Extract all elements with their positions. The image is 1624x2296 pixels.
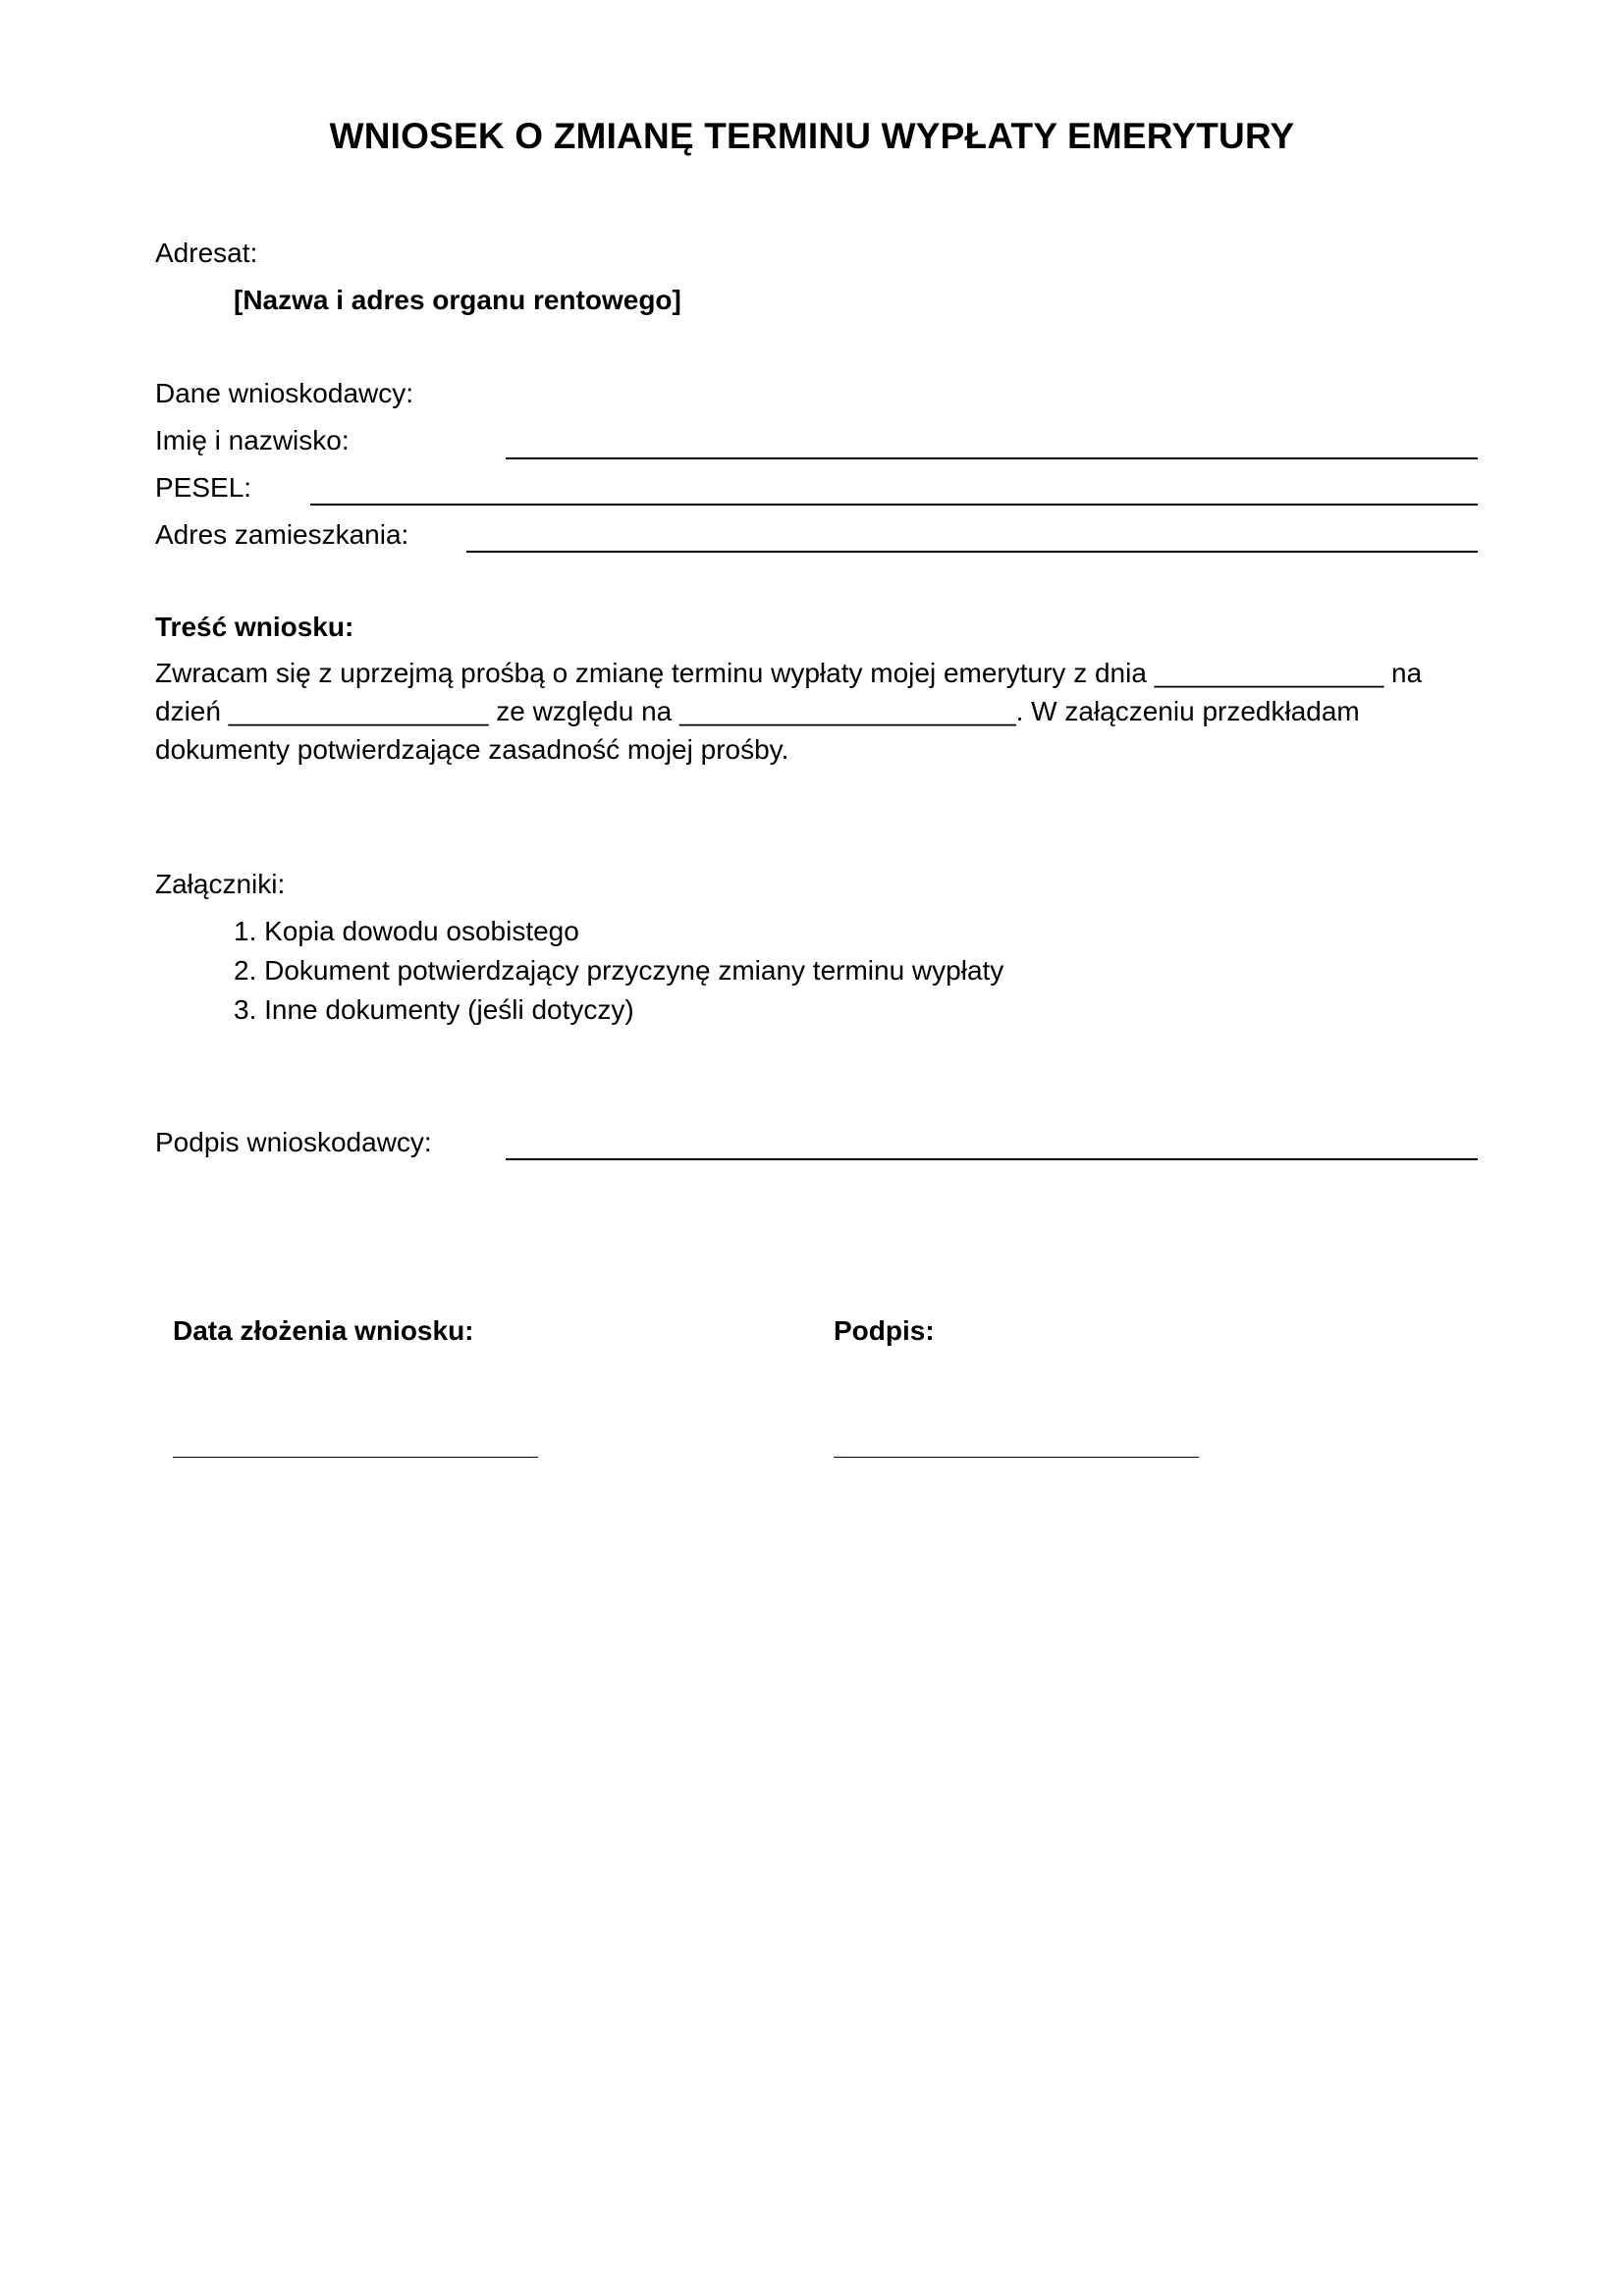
document-title: WNIOSEK O ZMIANĘ TERMINU WYPŁATY EMERYTURY	[329, 116, 1295, 156]
addressee-value: [Nazwa i adres organu rentowego]	[234, 285, 681, 315]
content-line-3: dokumenty potwierdzające zasadność mojej prośby.	[155, 734, 789, 765]
sign-label: Podpis:	[834, 1315, 935, 1346]
pesel-field-line[interactable]	[310, 504, 1478, 506]
content-paragraph	[155, 654, 1481, 769]
attachment-item-1: 1. Kopia dowodu osobistego	[234, 916, 579, 946]
content-line-2: dzień _________________ ze względu na ______________________. W załączeniu przedkładam	[155, 696, 1360, 726]
attachment-item-2: 2. Dokument potwierdzający przyczynę zmiany terminu wypłaty	[234, 955, 1004, 986]
address-label: Adres zamieszkania:	[155, 519, 409, 550]
attachment-item-3: 3. Inne dokumenty (jeśli dotyczy)	[234, 994, 634, 1025]
pesel-label: PESEL:	[155, 472, 252, 503]
sign-field-line[interactable]	[834, 1457, 1199, 1458]
content-heading: Treść wniosku:	[155, 612, 354, 642]
attachments-heading: Załączniki:	[155, 869, 286, 899]
date-label: Data złożenia wniosku:	[173, 1315, 474, 1346]
addressee-label: Adresat:	[155, 238, 258, 268]
name-label: Imię i nazwisko:	[155, 425, 350, 455]
signature-field-line[interactable]	[506, 1158, 1478, 1160]
date-field-line[interactable]	[173, 1457, 538, 1458]
address-field-line[interactable]	[466, 551, 1478, 553]
content-line-1: Zwracam się z uprzejmą prośbą o zmianę terminu wypłaty mojej emerytury z dnia _______________ na	[155, 658, 1423, 688]
name-field-line[interactable]	[506, 457, 1478, 459]
applicant-heading: Dane wnioskodawcy:	[155, 378, 414, 408]
signature-label: Podpis wnioskodawcy:	[155, 1127, 432, 1157]
